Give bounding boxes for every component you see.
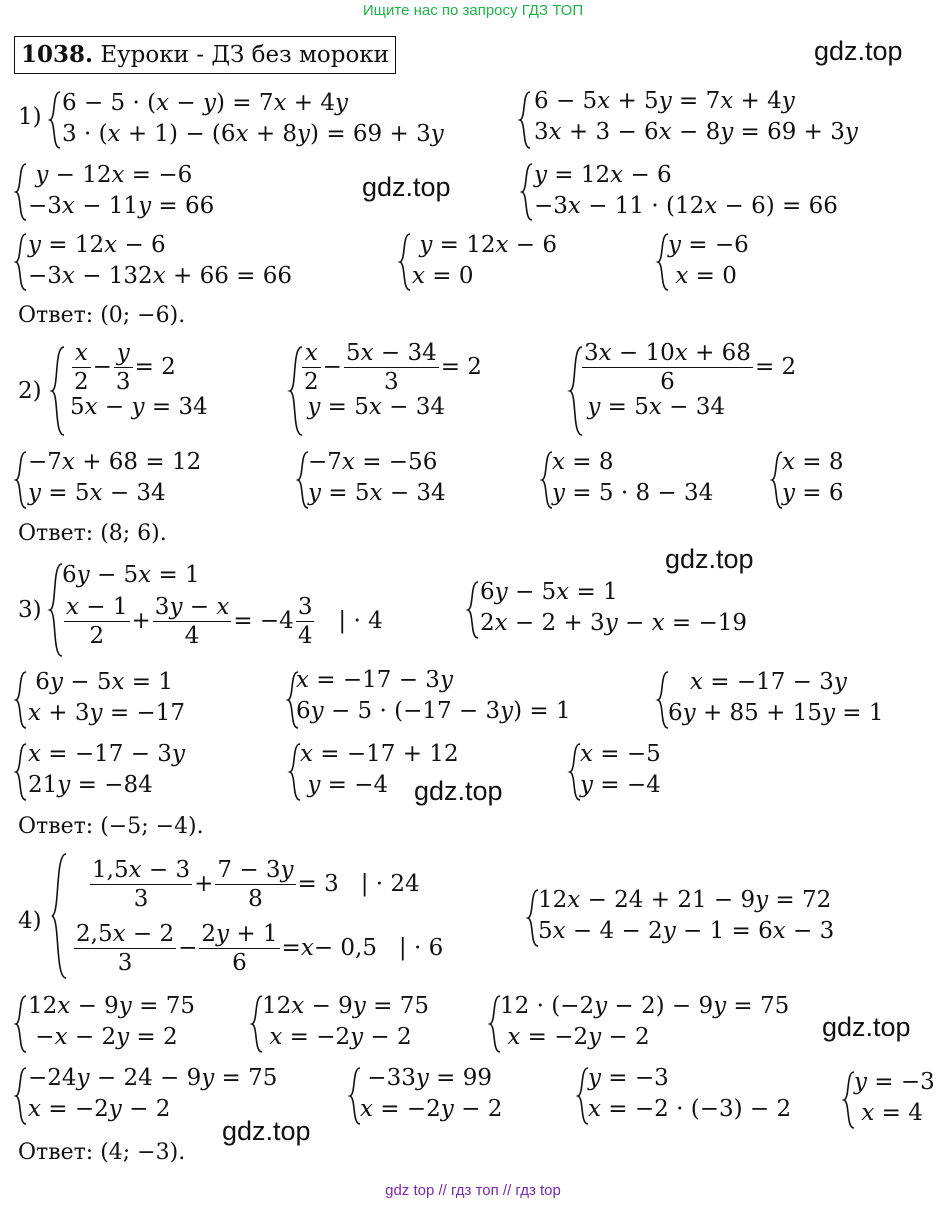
brace — [520, 162, 534, 222]
brace — [14, 670, 28, 730]
brace — [48, 90, 62, 150]
watermark: gdz.top — [665, 544, 754, 574]
brace — [14, 232, 28, 292]
system-2c: $\frac{3x - 10x + 68}{6}$ = 2 y = 5x − 34 — [584, 339, 797, 420]
system-1a: 6 − 5 · (x − y) = 7x + 4y 3 · (x + 1) − (6x + 8y) = 69 + 3y — [62, 90, 444, 147]
system-3b: 6y − 5x = 1 2x − 2 + 3y − x = −19 — [480, 579, 748, 636]
system-4e: 12 · (−2y − 2) − 9y = 75 x = −2y − 2 — [500, 993, 790, 1050]
watermark: gdz.top — [414, 776, 503, 806]
system-3d: x = −17 − 3y 6y − 5 · (−17 − 3y) = 1 — [296, 667, 571, 724]
problem-2-label: 2) — [18, 378, 42, 404]
system-4c: 12x − 9y = 75 −x − 2y = 2 — [28, 993, 195, 1050]
system-4g: −33y = 99 x = −2y − 2 — [360, 1065, 503, 1122]
brace — [14, 994, 28, 1054]
system-2a: $\frac{x}{2}$ − $\frac{y}{3}$ = 2 5x − y = 34 — [70, 339, 208, 420]
system-4i: y = −3 x = 4 — [854, 1069, 935, 1126]
system-4a: $\frac{1,5x - 3}{3}$ + $\frac{7 - 3y}{8}$ = 3 | · 24 $\frac{2,5x - 2}{3}$ − $\frac{2y + 1}{6}$ = x − 0,5 | · 6 — [76, 856, 444, 976]
answer-3: Ответ: (−5; −4). — [18, 814, 204, 839]
brace — [518, 90, 532, 150]
answer-4: Ответ: (4; −3). — [18, 1140, 186, 1165]
watermark: gdz.top — [222, 1116, 311, 1146]
brace — [14, 1066, 28, 1126]
system-3a: 6y − 5x = 1 $\frac{x - 1}{2}$ + $\frac{3y - x}{4}$ = −4 $\frac{3}{4}$ | · 4 — [62, 562, 383, 649]
answer-1: Ответ: (0; −6). — [18, 303, 186, 328]
system-1f: y = 12x − 6 x = 0 — [412, 232, 557, 289]
system-3c: 6y − 5x = 1 x + 3y = −17 — [28, 669, 185, 726]
system-4f: −24y − 24 − 9y = 75 x = −2y − 2 — [28, 1065, 278, 1122]
system-1b: 6 − 5x + 5y = 7x + 4y 3x + 3 − 6x − 8y = 69 + 3y — [534, 88, 858, 145]
system-4h: y = −3 x = −2 · (−3) − 2 — [588, 1065, 792, 1122]
watermark: gdz.top — [814, 36, 903, 66]
bottom-banner[interactable]: gdz top // гдз топ // гдз top — [385, 1182, 561, 1199]
system-3f: x = −17 − 3y 21y = −84 — [28, 741, 185, 798]
system-1g: y = −6 x = 0 — [668, 232, 749, 289]
problem-1-label: 1) — [18, 104, 42, 130]
watermark: gdz.top — [362, 172, 451, 202]
system-3e: x = −17 − 3y 6y + 85 + 15y = 1 — [668, 669, 884, 726]
system-4d: 12x − 9y = 75 x = −2y − 2 — [262, 993, 429, 1050]
system-1d: y = 12x − 6 −3x − 11 · (12x − 6) = 66 — [534, 162, 838, 219]
brace — [466, 580, 480, 640]
brace — [50, 345, 66, 437]
brace — [14, 450, 28, 510]
system-4b: 12x − 24 + 21 − 9y = 72 5x − 4 − 2y − 1 = 6x − 3 — [538, 887, 835, 944]
brace — [14, 742, 28, 802]
top-banner[interactable]: Ищите нас по запросу ГДЗ ТОП — [362, 2, 584, 19]
exercise-title — [14, 36, 396, 74]
system-2e: −7x = −56 y = 5x − 34 — [308, 449, 446, 506]
brace — [50, 852, 68, 980]
system-2g: x = 8 y = 6 — [782, 449, 844, 506]
problem-3-label: 3) — [18, 597, 42, 623]
system-3h: x = −5 y = −4 — [580, 741, 661, 798]
system-1e: y = 12x − 6 −3x − 132x + 66 = 66 — [28, 232, 292, 289]
exercise-title-text: Еуроки - ДЗ без мороки — [100, 42, 390, 68]
watermark: gdz.top — [822, 1012, 911, 1042]
brace — [398, 232, 412, 292]
problem-4-label: 4) — [18, 908, 42, 934]
system-1c: y − 12x = −6 −3x − 11y = 66 — [28, 162, 215, 219]
system-3g: x = −17 + 12 y = −4 — [300, 741, 459, 798]
system-2f: x = 8 y = 5 · 8 − 34 — [552, 449, 714, 506]
brace — [14, 162, 28, 222]
system-2d: −7x + 68 = 12 y = 5x − 34 — [28, 449, 202, 506]
answer-2: Ответ: (8; 6). — [18, 521, 167, 546]
system-2b: $\frac{x}{2}$ − $\frac{5x - 34}{3}$ = 2 y = 5x − 34 — [304, 339, 482, 420]
exercise-number: 1038. — [21, 41, 94, 68]
